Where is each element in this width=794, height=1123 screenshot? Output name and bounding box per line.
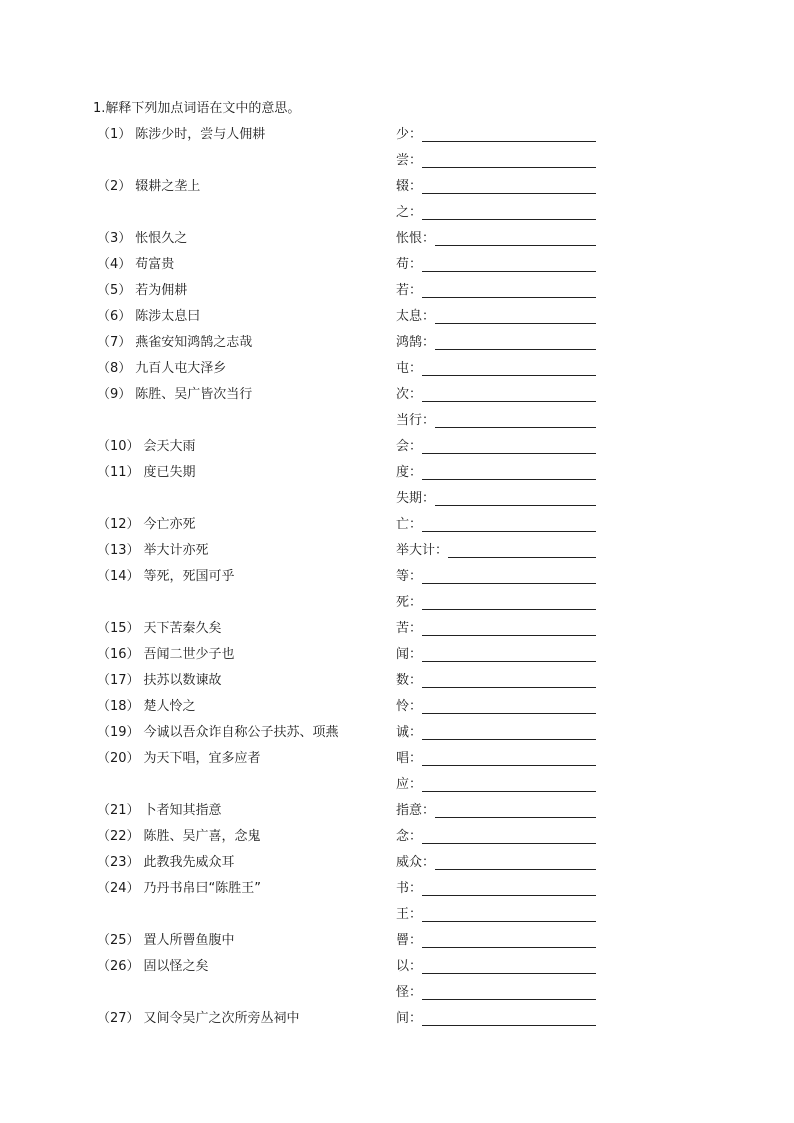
answer-line[interactable] xyxy=(422,531,596,532)
phrase xyxy=(97,802,222,820)
answer-label: 指意： xyxy=(396,803,436,818)
answer-label: 当行： xyxy=(396,413,436,428)
answer-blank xyxy=(396,412,596,430)
item-number: （7） xyxy=(97,335,132,350)
list-item xyxy=(0,356,794,382)
answer-label: 若： xyxy=(396,283,423,298)
answer-blank xyxy=(396,984,596,1002)
answer-label: 数： xyxy=(396,673,423,688)
item-number: （26） xyxy=(97,959,140,974)
phrase xyxy=(97,672,222,690)
list-item xyxy=(0,304,794,330)
answer-label: 威众： xyxy=(396,855,436,870)
list-item xyxy=(0,330,794,356)
list-item xyxy=(0,772,794,798)
answer-line[interactable] xyxy=(422,765,596,766)
list-item xyxy=(0,434,794,460)
answer-blank xyxy=(396,256,596,274)
answer-line[interactable] xyxy=(422,947,596,948)
answer-line[interactable] xyxy=(422,453,596,454)
answer-label: 会： xyxy=(396,439,423,454)
phrase xyxy=(97,958,209,976)
phrase xyxy=(97,724,339,742)
phrase xyxy=(97,230,187,248)
answer-blank xyxy=(396,880,596,898)
phrase-text: 苟富贵 xyxy=(135,257,175,272)
phrase-text: 若为佣耕 xyxy=(135,283,188,298)
answer-blank xyxy=(396,334,596,352)
answer-label: 怪： xyxy=(396,985,423,1000)
phrase-text: 置人所罾鱼腹中 xyxy=(143,933,235,948)
answer-line[interactable] xyxy=(422,479,596,480)
item-number: （21） xyxy=(97,803,140,818)
item-number: （27） xyxy=(97,1011,140,1026)
answer-blank xyxy=(396,230,596,248)
list-item xyxy=(0,980,794,1006)
phrase-text: 楚人怜之 xyxy=(143,699,196,714)
answer-blank xyxy=(396,490,596,508)
phrase-text: 陈涉太息曰 xyxy=(135,309,201,324)
answer-blank xyxy=(396,178,596,196)
phrase xyxy=(97,282,187,300)
answer-label: 怜： xyxy=(396,699,423,714)
answer-line[interactable] xyxy=(422,661,596,662)
list-item xyxy=(0,408,794,434)
list-item xyxy=(0,122,794,148)
answer-blank xyxy=(396,672,596,690)
phrase-text: 陈涉少时，尝与人佣耕 xyxy=(135,127,266,142)
answer-line[interactable] xyxy=(422,895,596,896)
answer-blank xyxy=(396,568,596,586)
answer-blank xyxy=(396,1010,596,1028)
answer-line[interactable] xyxy=(422,1025,596,1026)
list-item xyxy=(0,1006,794,1032)
item-number: （10） xyxy=(97,439,140,454)
phrase xyxy=(97,360,226,378)
item-number: （25） xyxy=(97,933,140,948)
phrase xyxy=(97,932,235,950)
phrase-text: 今诚以吾众诈自称公子扶苏、项燕 xyxy=(143,725,339,740)
answer-line[interactable] xyxy=(422,375,596,376)
phrase xyxy=(97,646,235,664)
answer-blank xyxy=(396,438,596,456)
list-item xyxy=(0,642,794,668)
item-number: （13） xyxy=(97,543,140,558)
list-item xyxy=(0,694,794,720)
phrase xyxy=(97,334,252,352)
phrase-text: 九百人屯大泽乡 xyxy=(135,361,227,376)
answer-blank xyxy=(396,646,596,664)
answer-blank xyxy=(396,126,596,144)
item-number: （12） xyxy=(97,517,140,532)
answer-label: 诚： xyxy=(396,725,423,740)
phrase xyxy=(97,126,265,144)
answer-label: 念： xyxy=(396,829,423,844)
answer-line[interactable] xyxy=(422,401,596,402)
phrase-text: 举大计亦死 xyxy=(143,543,209,558)
item-number: （17） xyxy=(97,673,140,688)
answer-line[interactable] xyxy=(422,687,596,688)
phrase-text: 吾闻二世少子也 xyxy=(143,647,235,662)
answer-label: 举大计： xyxy=(396,543,449,558)
answer-label: 之： xyxy=(396,205,423,220)
answer-label: 死： xyxy=(396,595,423,610)
answer-line[interactable] xyxy=(422,297,596,298)
answer-blank xyxy=(396,620,596,638)
answer-line[interactable] xyxy=(422,609,596,610)
item-number: （11） xyxy=(97,465,140,480)
item-number: （24） xyxy=(97,881,140,896)
item-number: （18） xyxy=(97,699,140,714)
item-number: （4） xyxy=(97,257,132,272)
item-number: （15） xyxy=(97,621,140,636)
answer-blank xyxy=(396,776,596,794)
phrase-text: 燕雀安知鸿鹄之志哉 xyxy=(135,335,253,350)
answer-line[interactable] xyxy=(422,713,596,714)
phrase xyxy=(97,854,235,872)
phrase-text: 怅恨久之 xyxy=(135,231,188,246)
answer-line[interactable] xyxy=(422,583,596,584)
item-number: （14） xyxy=(97,569,140,584)
list-item xyxy=(0,200,794,226)
answer-label: 唱： xyxy=(396,751,423,766)
phrase-text: 等死，死国可乎 xyxy=(143,569,235,584)
phrase xyxy=(97,308,200,326)
phrase-text: 扶苏以数谏故 xyxy=(143,673,222,688)
answer-line[interactable] xyxy=(422,843,596,844)
answer-line[interactable] xyxy=(422,791,596,792)
list-item xyxy=(0,746,794,772)
answer-label: 苦： xyxy=(396,621,423,636)
answer-blank xyxy=(396,828,596,846)
phrase-text: 为天下唱，宜多应者 xyxy=(143,751,261,766)
item-number: （20） xyxy=(97,751,140,766)
list-item xyxy=(0,590,794,616)
answer-label: 失期： xyxy=(396,491,436,506)
phrase-text: 陈胜、吴广皆次当行 xyxy=(135,387,253,402)
answer-blank xyxy=(396,308,596,326)
phrase xyxy=(97,1010,300,1028)
item-number: （6） xyxy=(97,309,132,324)
list-item xyxy=(0,486,794,512)
phrase-text: 固以怪之矣 xyxy=(143,959,209,974)
list-item xyxy=(0,382,794,408)
answer-label: 应： xyxy=(396,777,423,792)
answer-blank xyxy=(396,932,596,950)
phrase-text: 又间令吴广之次所旁丛祠中 xyxy=(143,1011,300,1026)
list-item xyxy=(0,876,794,902)
phrase xyxy=(97,386,252,404)
item-number: （5） xyxy=(97,283,132,298)
answer-label: 鸿鹄： xyxy=(396,335,436,350)
list-item xyxy=(0,512,794,538)
answer-blank xyxy=(396,854,596,872)
item-number: （22） xyxy=(97,829,140,844)
answer-line[interactable] xyxy=(422,271,596,272)
answer-label: 罾： xyxy=(396,933,423,948)
list-item xyxy=(0,564,794,590)
answer-label: 以： xyxy=(396,959,423,974)
item-number: （3） xyxy=(97,231,132,246)
item-number: （2） xyxy=(97,179,132,194)
phrase xyxy=(97,828,261,846)
list-item xyxy=(0,720,794,746)
answer-blank xyxy=(396,724,596,742)
phrase xyxy=(97,178,200,196)
answer-blank xyxy=(396,750,596,768)
phrase xyxy=(97,620,222,638)
answer-label: 怅恨： xyxy=(396,231,436,246)
answer-label: 苟： xyxy=(396,257,423,272)
list-item xyxy=(0,174,794,200)
answer-line[interactable] xyxy=(435,427,596,428)
answer-label: 辍： xyxy=(396,179,423,194)
answer-line[interactable] xyxy=(422,141,596,142)
phrase-text: 度已失期 xyxy=(143,465,196,480)
answer-line[interactable] xyxy=(435,505,596,506)
list-item xyxy=(0,148,794,174)
list-item xyxy=(0,850,794,876)
answer-line[interactable] xyxy=(435,817,596,818)
list-item xyxy=(0,460,794,486)
vocabulary-list xyxy=(0,122,794,1032)
phrase xyxy=(97,568,235,586)
item-number: （1） xyxy=(97,127,132,142)
answer-line[interactable] xyxy=(422,635,596,636)
answer-blank xyxy=(396,802,596,820)
phrase-text: 天下苦秦久矣 xyxy=(143,621,222,636)
phrase-text: 辍耕之垄上 xyxy=(135,179,201,194)
answer-label: 少： xyxy=(396,127,423,142)
answer-blank xyxy=(396,204,596,222)
phrase xyxy=(97,464,196,482)
answer-label: 书： xyxy=(396,881,423,896)
answer-line[interactable] xyxy=(422,219,596,220)
phrase-text: 会天大雨 xyxy=(143,439,196,454)
phrase-text: 今亡亦死 xyxy=(143,517,196,532)
phrase-text: 陈胜、吴广喜，念鬼 xyxy=(143,829,261,844)
answer-blank xyxy=(396,698,596,716)
answer-label: 尝： xyxy=(396,153,423,168)
answer-line[interactable] xyxy=(435,349,596,350)
answer-line[interactable] xyxy=(422,193,596,194)
answer-label: 亡： xyxy=(396,517,423,532)
list-item xyxy=(0,902,794,928)
answer-line[interactable] xyxy=(422,973,596,974)
answer-label: 屯： xyxy=(396,361,423,376)
list-item xyxy=(0,824,794,850)
answer-line[interactable] xyxy=(422,739,596,740)
answer-line[interactable] xyxy=(435,323,596,324)
list-item xyxy=(0,252,794,278)
answer-blank xyxy=(396,516,596,534)
answer-line[interactable] xyxy=(422,999,596,1000)
answer-line[interactable] xyxy=(422,921,596,922)
answer-line[interactable] xyxy=(435,245,596,246)
answer-line[interactable] xyxy=(422,167,596,168)
list-item xyxy=(0,616,794,642)
answer-label: 太息： xyxy=(396,309,436,324)
answer-line[interactable] xyxy=(435,869,596,870)
list-item xyxy=(0,226,794,252)
answer-blank xyxy=(396,464,596,482)
answer-label: 闻： xyxy=(396,647,423,662)
answer-blank xyxy=(396,152,596,170)
answer-label: 间： xyxy=(396,1011,423,1026)
phrase-text: 此教我先威众耳 xyxy=(143,855,235,870)
list-item xyxy=(0,668,794,694)
phrase-text: 乃丹书帛曰“陈胜王” xyxy=(143,881,262,896)
answer-label: 次： xyxy=(396,387,423,402)
phrase xyxy=(97,256,174,274)
answer-blank xyxy=(396,594,596,612)
list-item xyxy=(0,278,794,304)
item-number: （23） xyxy=(97,855,140,870)
question-heading: 1.解释下列加点词语在文中的意思。 xyxy=(93,101,301,116)
answer-blank xyxy=(396,542,596,560)
phrase xyxy=(97,516,196,534)
list-item xyxy=(0,954,794,980)
list-item xyxy=(0,798,794,824)
answer-line[interactable] xyxy=(448,557,596,558)
item-number: （19） xyxy=(97,725,140,740)
answer-blank xyxy=(396,386,596,404)
item-number: （16） xyxy=(97,647,140,662)
list-item xyxy=(0,538,794,564)
answer-label: 度： xyxy=(396,465,423,480)
answer-blank xyxy=(396,958,596,976)
phrase xyxy=(97,542,209,560)
phrase xyxy=(97,438,196,456)
phrase xyxy=(97,880,261,898)
answer-blank xyxy=(396,906,596,924)
list-item xyxy=(0,928,794,954)
answer-label: 王： xyxy=(396,907,423,922)
answer-blank xyxy=(396,282,596,300)
answer-blank xyxy=(396,360,596,378)
item-number: （9） xyxy=(97,387,132,402)
answer-label: 等： xyxy=(396,569,423,584)
phrase-text: 卜者知其指意 xyxy=(143,803,222,818)
item-number: （8） xyxy=(97,361,132,376)
phrase xyxy=(97,698,196,716)
phrase xyxy=(97,750,261,768)
